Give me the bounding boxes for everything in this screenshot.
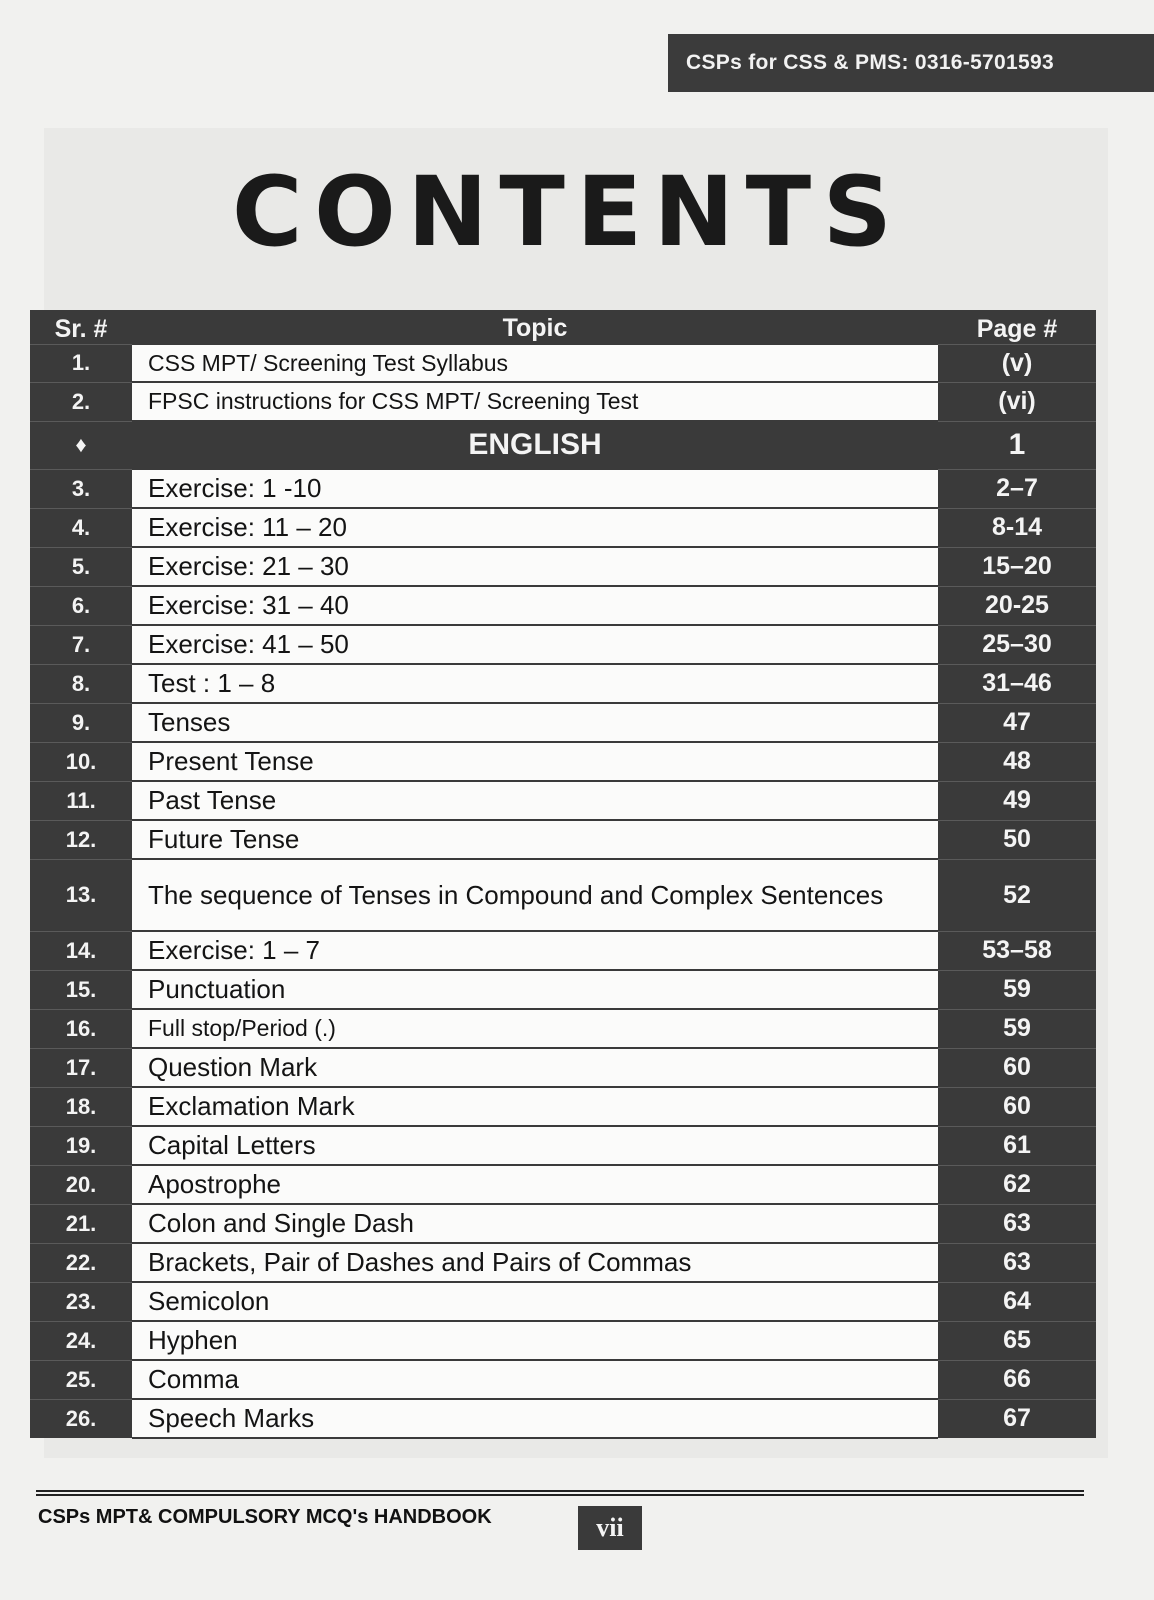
row-topic: Exercise: 41 – 50 (132, 625, 938, 664)
row-page-number: 67 (938, 1399, 1096, 1438)
row-topic: CSS MPT/ Screening Test Syllabus (132, 344, 938, 382)
title-letter: O (314, 156, 396, 268)
row-page-number: 20-25 (938, 586, 1096, 625)
row-serial: 21. (30, 1204, 132, 1243)
row-serial: 18. (30, 1087, 132, 1126)
row-topic: Test : 1 – 8 (132, 664, 938, 703)
row-serial: 8. (30, 664, 132, 703)
row-page-number: 62 (938, 1165, 1096, 1204)
table-row (30, 1009, 1096, 1048)
title-letter: N (407, 156, 488, 268)
column-header-sr: Sr. # (30, 310, 132, 344)
row-serial: 14. (30, 931, 132, 970)
row-page-number: 52 (938, 859, 1096, 931)
row-serial: 26. (30, 1399, 132, 1438)
table-row (30, 781, 1096, 820)
row-serial: 1. (30, 344, 132, 382)
row-page-number: 48 (938, 742, 1096, 781)
footer-book-title: CSPs MPT& COMPULSORY MCQ's HANDBOOK (38, 1506, 492, 1528)
table-row (30, 1399, 1096, 1438)
table-row (30, 586, 1096, 625)
table-row (30, 1243, 1096, 1282)
row-page-number: 49 (938, 781, 1096, 820)
row-page-number: (v) (938, 344, 1096, 382)
row-page-number: 59 (938, 970, 1096, 1009)
row-page-number: 61 (938, 1126, 1096, 1165)
row-serial: 17. (30, 1048, 132, 1087)
row-topic: Question Mark (132, 1048, 938, 1087)
table-header-row (30, 310, 1096, 344)
row-page-number: 1 (938, 421, 1096, 469)
row-serial: 12. (30, 820, 132, 859)
table-row (30, 1087, 1096, 1126)
row-topic: Semicolon (132, 1282, 938, 1321)
table-row (30, 970, 1096, 1009)
table-row (30, 625, 1096, 664)
column-header-topic: Topic (132, 310, 938, 344)
row-page-number: 64 (938, 1282, 1096, 1321)
title-letter: E (576, 156, 643, 268)
row-serial: 9. (30, 703, 132, 742)
row-topic: Punctuation (132, 970, 938, 1009)
row-serial: 23. (30, 1282, 132, 1321)
row-page-number: 53–58 (938, 931, 1096, 970)
contents-table (30, 310, 1096, 1439)
row-topic: Apostrophe (132, 1165, 938, 1204)
title-letter: S (822, 156, 892, 268)
row-serial: 22. (30, 1243, 132, 1282)
row-topic: The sequence of Tenses in Compound and Complex Sentences (132, 859, 938, 931)
row-topic: Exercise: 1 -10 (132, 469, 938, 508)
row-serial: 15. (30, 970, 132, 1009)
row-page-number: 63 (938, 1204, 1096, 1243)
row-page-number: 66 (938, 1360, 1096, 1399)
row-topic: Tenses (132, 703, 938, 742)
table-row (30, 508, 1096, 547)
table-row (30, 703, 1096, 742)
row-serial: 2. (30, 382, 132, 421)
row-serial: 6. (30, 586, 132, 625)
row-topic: Exercise: 31 – 40 (132, 586, 938, 625)
section-diamond-icon: ♦ (30, 421, 132, 469)
row-topic: Exercise: 11 – 20 (132, 508, 938, 547)
table-row (30, 1204, 1096, 1243)
section-row (30, 421, 1096, 469)
title-letter: N (653, 156, 735, 268)
row-topic: Brackets, Pair of Dashes and Pairs of Commas (132, 1243, 938, 1282)
table-row (30, 1282, 1096, 1321)
row-serial: 20. (30, 1165, 132, 1204)
row-page-number: 2–7 (938, 469, 1096, 508)
page-title (232, 156, 892, 268)
table-row (30, 664, 1096, 703)
row-page-number: 8-14 (938, 508, 1096, 547)
table-row (30, 820, 1096, 859)
row-serial: 11. (30, 781, 132, 820)
row-topic: FPSC instructions for CSS MPT/ Screening Test (132, 382, 938, 421)
footer-rule (36, 1490, 1084, 1496)
row-page-number: 59 (938, 1009, 1096, 1048)
table-row (30, 1165, 1096, 1204)
table-row (30, 382, 1096, 421)
row-topic: Colon and Single Dash (132, 1204, 938, 1243)
row-topic: Speech Marks (132, 1399, 938, 1438)
row-serial: 16. (30, 1009, 132, 1048)
row-serial: 5. (30, 547, 132, 586)
title-letter: T (499, 156, 565, 268)
row-topic: Exercise: 1 – 7 (132, 931, 938, 970)
row-topic: Exercise: 21 – 30 (132, 547, 938, 586)
row-topic: Capital Letters (132, 1126, 938, 1165)
row-serial: 4. (30, 508, 132, 547)
column-header-page: Page # (938, 310, 1096, 344)
table-row (30, 742, 1096, 781)
table-row (30, 547, 1096, 586)
row-serial: 19. (30, 1126, 132, 1165)
table-row (30, 469, 1096, 508)
row-topic: Hyphen (132, 1321, 938, 1360)
table-row (30, 1126, 1096, 1165)
row-serial: 13. (30, 859, 132, 931)
contact-banner (668, 34, 1154, 92)
table-row (30, 344, 1096, 382)
row-page-number: 60 (938, 1087, 1096, 1126)
row-page-number: 60 (938, 1048, 1096, 1087)
page-number-badge: vii (578, 1506, 642, 1550)
row-topic: Present Tense (132, 742, 938, 781)
row-topic: Future Tense (132, 820, 938, 859)
row-serial: 24. (30, 1321, 132, 1360)
row-page-number: 47 (938, 703, 1096, 742)
section-title: ENGLISH (132, 421, 938, 469)
row-serial: 25. (30, 1360, 132, 1399)
row-page-number: 25–30 (938, 625, 1096, 664)
row-topic: Comma (132, 1360, 938, 1399)
row-topic: Full stop/Period (.) (132, 1009, 938, 1048)
title-letter: T (745, 156, 812, 268)
row-serial: 7. (30, 625, 132, 664)
row-serial: 3. (30, 469, 132, 508)
row-page-number: 63 (938, 1243, 1096, 1282)
contact-text: CSPs for CSS & PMS: 0316-5701593 (686, 51, 1054, 74)
row-page-number: 50 (938, 820, 1096, 859)
table-row (30, 1048, 1096, 1087)
table-row (30, 1321, 1096, 1360)
row-page-number: 15–20 (938, 547, 1096, 586)
table-row (30, 859, 1096, 931)
row-topic: Exclamation Mark (132, 1087, 938, 1126)
table-row (30, 1360, 1096, 1399)
row-page-number: 31–46 (938, 664, 1096, 703)
title-letter: C (232, 156, 303, 268)
table-row (30, 931, 1096, 970)
row-serial: 10. (30, 742, 132, 781)
row-topic: Past Tense (132, 781, 938, 820)
row-page-number: 65 (938, 1321, 1096, 1360)
row-page-number: (vi) (938, 382, 1096, 421)
